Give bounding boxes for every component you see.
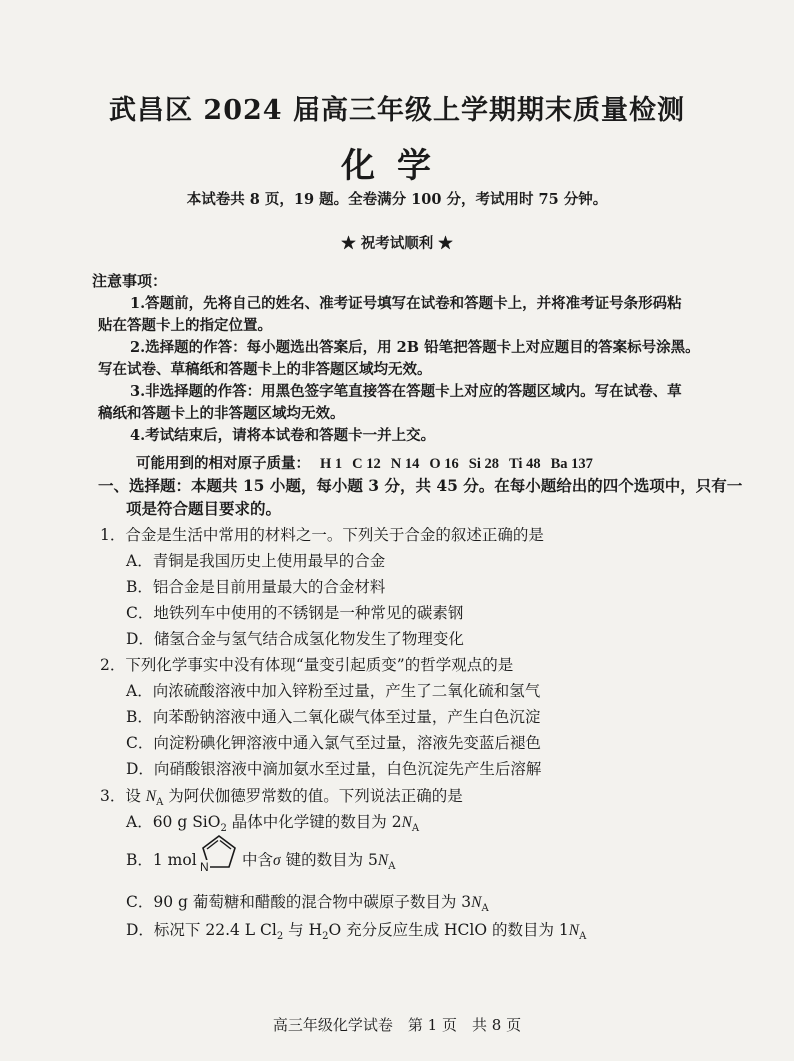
q3-na-sub: A — [156, 797, 164, 809]
exam-info: 本试卷共 8 页，19 题。全卷满分 100 分，考试用时 75 分钟。 — [186, 191, 608, 208]
mass-value: C 12 — [352, 456, 381, 472]
q3-stem-post: 为阿伏伽德罗常数的值。下列说法正确的是 — [163, 787, 463, 805]
mass-value: H 1 — [320, 456, 343, 472]
question-1-option-d: D．储氢合金与氢气结合成氢化物发生了物理变化 — [126, 630, 464, 648]
question-3-option-c — [126, 890, 489, 914]
q3a-n: N — [401, 814, 412, 831]
section-heading: 一、选择题：本题共 15 小题，每小题 3 分，共 45 分。在每小题给出的四个选项中，只有一 — [98, 476, 743, 495]
question-2-option-d: D．向硝酸银溶液中滴加氨水至过量，白色沉淀先产生后溶解 — [126, 760, 542, 778]
q3b-pre: B．1 mol — [126, 851, 197, 869]
q3d-n: N — [568, 922, 580, 939]
notice-line: 2.选择题的作答：每小题选出答案后，用 2B 铅笔把答题卡上对应题目的答案标号涂黑。 — [130, 339, 700, 356]
notice-heading: 注意事项： — [92, 272, 168, 290]
q3a-post: 晶体中化学键的数目为 2 — [226, 813, 402, 831]
question-2-option-a: A．向浓硫酸溶液中加入锌粉至过量，产生了二氧化硫和氢气 — [126, 682, 541, 700]
page-footer: 高三年级化学试卷 第 1 页 共 8 页 — [272, 1016, 522, 1034]
exam-title: 武昌区 2024 届高三年级上学期期末质量检测 — [109, 95, 685, 126]
q3b-n: N — [377, 852, 389, 869]
q3d-sub2: 2 — [322, 931, 329, 943]
q3-na-symbol: N — [145, 788, 157, 805]
notice-line: 1.答题前，先将自己的姓名、准考证号填写在试卷和答题卡上，并将准考证号条形码粘 — [130, 295, 682, 312]
mass-value: Ba 137 — [550, 456, 593, 472]
q3a-sub: 2 — [220, 823, 227, 835]
mass-value: Si 28 — [468, 456, 499, 472]
question-2-option-b: B．向苯酚钠溶液中通入二氧化碳气体至过量，产生白色沉淀 — [126, 708, 541, 726]
mass-value: N 14 — [390, 456, 420, 472]
question-1-stem: 1．合金是生活中常用的材料之一。下列关于合金的叙述正确的是 — [100, 526, 544, 544]
q3b-sigma: σ — [273, 852, 281, 869]
good-luck-line: ★ 祝考试顺利 ★ — [341, 235, 453, 252]
q3d-pre: D．标况下 22.4 L Cl — [126, 921, 277, 939]
question-3-option-b — [126, 848, 197, 870]
question-3-stem — [100, 784, 463, 808]
question-3-option-d — [126, 918, 586, 942]
notice-line: 写在试卷、草稿纸和答题卡上的非答题区域均无效。 — [98, 361, 432, 378]
atomic-mass-label: 可能用到的相对原子质量： — [136, 455, 310, 472]
question-3-option-b-rest — [242, 848, 395, 872]
q3c-n-sub: A — [481, 903, 489, 915]
q3b-post2: 键的数目为 5 — [280, 851, 378, 869]
mass-value: Ti 48 — [509, 456, 541, 472]
subject-title: 化学 — [341, 146, 453, 186]
question-2-stem: 2．下列化学事实中没有体现“量变引起质变”的哲学观点的是 — [100, 656, 514, 674]
notice-line: 稿纸和答题卡上的非答题区域均无效。 — [98, 405, 345, 422]
section-heading-cont: 项是符合题目要求的。 — [126, 499, 282, 518]
notice-line: 4.考试结束后，请将本试卷和答题卡一并上交。 — [130, 427, 436, 444]
q3a-n-sub: A — [411, 823, 420, 835]
q3d-mid: 与 H — [283, 921, 323, 939]
atomic-mass-line — [136, 452, 603, 473]
q3c-n: N — [471, 894, 482, 911]
q3c-pre: C．90 g 葡萄糖和醋酸的混合物中碳原子数目为 3 — [126, 893, 472, 911]
mass-value: O 16 — [429, 456, 459, 472]
question-1-option-c: C．地铁列车中使用的不锈钢是一种常见的碳素钢 — [126, 604, 464, 622]
q3d-sub1: 2 — [276, 931, 284, 943]
question-3-option-a — [126, 810, 419, 834]
q3d-n-sub: A — [579, 931, 587, 943]
q3b-n-sub: A — [388, 861, 396, 873]
notice-line: 贴在答题卡上的指定位置。 — [98, 317, 272, 334]
question-1-option-a: A．青铜是我国历史上使用最早的合金 — [126, 552, 386, 570]
q3d-post: O 充分反应生成 HClO 的数目为 1 — [328, 921, 569, 939]
notice-line: 3.非选择题的作答：用黑色签字笔直接答在答题卡上对应的答题区域内。写在试卷、草 — [130, 383, 682, 400]
q3-stem-pre: 3．设 — [100, 787, 146, 805]
q3a-pre: A．60 g SiO — [126, 813, 221, 831]
question-2-option-c: C．向淀粉碘化钾溶液中通入氯气至过量，溶液先变蓝后褪色 — [126, 734, 541, 752]
question-1-option-b: B．铝合金是目前用量最大的合金材料 — [126, 578, 386, 596]
ring-n-atom: N — [200, 860, 209, 874]
q3b-post: 中含 — [242, 851, 274, 869]
